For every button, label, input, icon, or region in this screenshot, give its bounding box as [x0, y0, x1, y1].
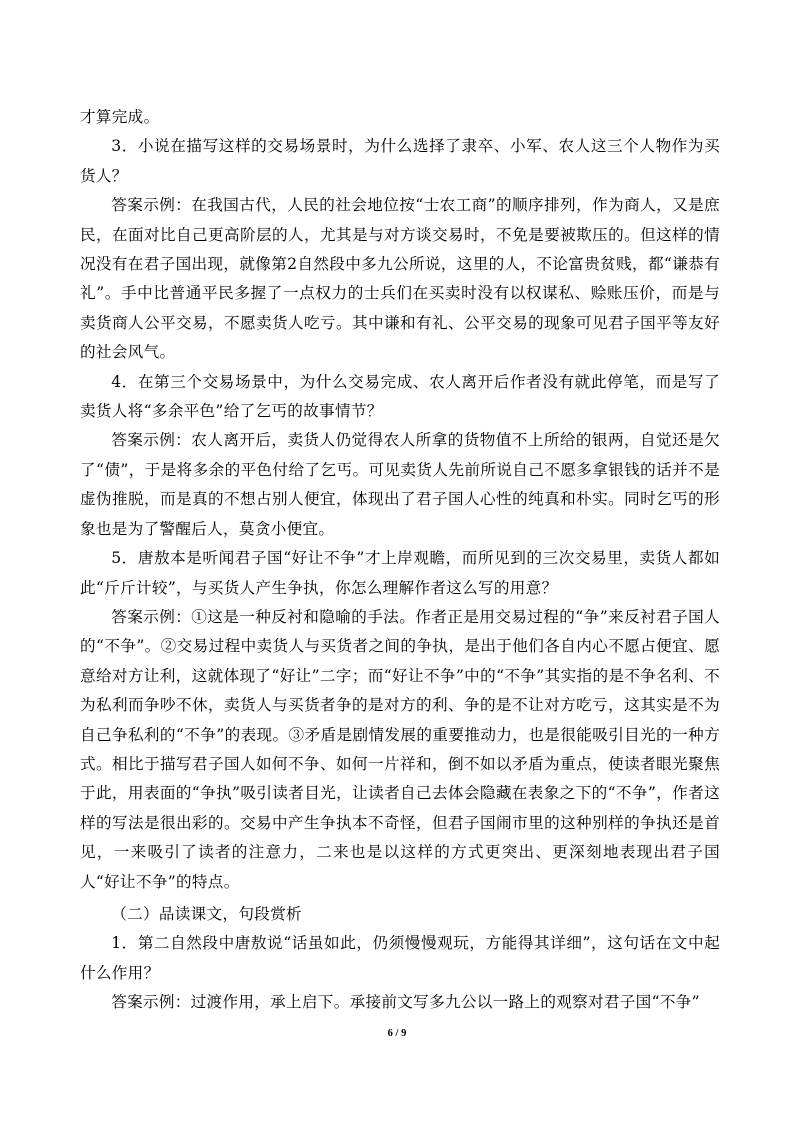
- question-1: 1．第二自然段中唐敖说“话虽如此，仍须慢慢观玩，方能得其详细”，这句话在文中起什么作用？: [80, 934, 720, 982]
- question-5: 5．唐敖本是听闻君子国“好让不争”才上岸观瞻，而所见到的三次交易里，卖货人都如此“斤斤计较”，与买货人产生争执，你怎么理解作者这么写的用意？: [80, 549, 720, 597]
- answer-5: 答案示例：①这是一种反衬和隐喻的手法。作者正是用交易过程的“争”来反衬君子国人的“不争”。②交易过程中卖货人与买货者之间的争执，是出于他们各自内心不愿占便宜、愿意给对方让利，这就体现了“好让”二字；而“好让不争”中的“不争”其实指的是不争名利、不为私利而争吵不休，卖货人与买货者争的是对方的利、争的是不让对方吃亏，这其实是不为自己争私利的“不争”的表现。③矛盾是剧情发展的重要推动力，也是很能吸引目光的一种方式。相比于描写君子国人如何不争、如何一片祥和，倒不如以矛盾为重点，使读者眼光聚焦于此，用表面的“争执”吸引读者目光，让读者自己去体会隐藏在表象之下的“不争”，作者这样的写法是很出彩的。交易中产生争执本不奇怪，但君子国闹市里的这种别样的争执还是首见，一来吸引了读者的注意力，二来也是以这样的方式更突出、更深刻地表现出君子国人“好让不争”的特点。: [80, 607, 720, 891]
- section-heading: （二）品读课文，句段赏析: [111, 904, 302, 923]
- answer-1: 答案示例：过渡作用，承上启下。承接前文写多九公以一路上的观察对君子国“不争”: [111, 993, 700, 1012]
- page-number: 6 / 9: [387, 1028, 407, 1039]
- answer-4: 答案示例：农人离开后，卖货人仍觉得农人所拿的货物值不上所给的银两，自觉还是欠了“债”，于是将多余的平色付给了乞丐。可见卖货人先前所说自己不愿多拿银钱的话并不是虚伪推脱，而是真的不想占别人便宜，体现出了君子国人心性的纯真和朴实。同时乞丐的形象也是为了警醒后人，莫贪小便宜。: [80, 431, 720, 538]
- page-body: [80, 103, 720, 1018]
- answer-3: 答案示例：在我国古代，人民的社会地位按“士农工商”的顺序排列，作为商人，又是庶民，在面对比自己更高阶层的人，尤其是与对方谈交易时，不免是要被欺压的。但这样的情况没有在君子国出现，就像第2自然段中多九公所说，这里的人，不论富贵贫贱，都“谦恭有礼”。手中比普通平民多握了一点权力的士兵们在买卖时没有以权谋私、赊账压价，而是与卖货商人公平交易，不愿卖货人吃亏。其中谦和有礼、公平交易的现象可见君子国平等友好的社会风气。: [80, 196, 720, 362]
- question-4: 4．在第三个交易场景中，为什么交易完成、农人离开后作者没有就此停笔，而是写了卖货人将“多余平色”给了乞丐的故事情节？: [80, 372, 720, 421]
- question-3: 3．小说在描写这样的交易场景时，为什么选择了隶卒、小军、农人这三个人物作为买货人？: [80, 137, 720, 185]
- paragraph: 才算完成。: [80, 108, 160, 126]
